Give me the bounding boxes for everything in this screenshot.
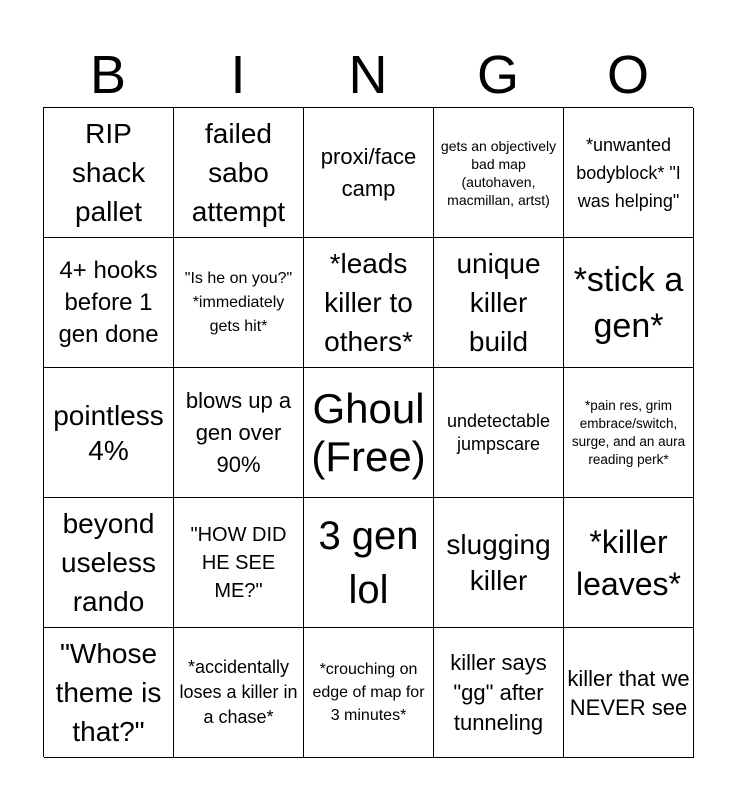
cell-text: Ghoul (Free): [311, 384, 426, 480]
cell-text: killer that we NEVER see: [567, 665, 690, 720]
bingo-cell[interactable]: [434, 238, 564, 368]
bingo-cell[interactable]: [44, 498, 174, 628]
bingo-cell[interactable]: [174, 628, 304, 758]
bingo-cell[interactable]: [304, 108, 434, 238]
cell-text: *killer leaves*: [576, 523, 681, 602]
bingo-cell[interactable]: [564, 498, 694, 628]
cell-text: 4+ hooks before 1 gen done: [58, 256, 159, 348]
cell-text: RIP shack pallet: [71, 118, 146, 227]
bingo-cell[interactable]: [44, 108, 174, 238]
bingo-cell[interactable]: [564, 108, 694, 238]
bingo-cell[interactable]: [564, 238, 694, 368]
bingo-cell[interactable]: [434, 108, 564, 238]
bingo-cell[interactable]: [174, 368, 304, 498]
bingo-cell[interactable]: [434, 628, 564, 758]
bingo-cell[interactable]: [174, 108, 304, 238]
cell-text: proxi/face camp: [320, 143, 417, 201]
cell-text: *accidentally loses a killer in a chase*: [179, 657, 298, 727]
cell-text: *stick a gen*: [573, 260, 684, 345]
header-letter-b: B: [89, 45, 127, 105]
cell-text: gets an objectively bad map (autohaven, macmillan, artst): [440, 137, 557, 208]
bingo-cell[interactable]: [44, 238, 174, 368]
bingo-cell[interactable]: [564, 368, 694, 498]
bingo-cell[interactable]: [434, 498, 564, 628]
bingo-cell[interactable]: [434, 368, 564, 498]
header-letter-o: O: [606, 45, 649, 105]
bingo-cell[interactable]: [304, 628, 434, 758]
cell-text: 3 gen lol: [318, 513, 419, 612]
bingo-cell[interactable]: [564, 628, 694, 758]
bingo-cell[interactable]: [304, 238, 434, 368]
header-letter-i: I: [230, 45, 246, 105]
cell-text: "Is he on you?" *immediately gets hit*: [184, 269, 293, 335]
cell-text: killer says "gg" after tunneling: [450, 649, 547, 735]
bingo-header: [43, 44, 693, 106]
cell-text: undetectable jumpscare: [446, 410, 551, 454]
cell-text: "Whose theme is that?": [55, 638, 162, 747]
cell-text: beyond useless rando: [61, 508, 156, 617]
cell-text: blows up a gen over 90%: [185, 387, 292, 477]
cell-text: *unwanted bodyblock* "I was helping": [576, 134, 681, 211]
cell-text: pointless 4%: [53, 399, 164, 466]
header-letter-g: G: [476, 45, 519, 105]
cell-text: *crouching on edge of map for 3 minutes*: [312, 661, 425, 724]
bingo-cell[interactable]: [44, 628, 174, 758]
bingo-cell[interactable]: [174, 238, 304, 368]
cell-text: failed sabo attempt: [191, 118, 286, 227]
cell-text: *leads killer to others*: [324, 248, 413, 357]
bingo-cell[interactable]: [304, 368, 434, 498]
cell-text: slugging killer: [446, 528, 551, 596]
bingo-cell[interactable]: [44, 368, 174, 498]
cell-text: *pain res, grim embrace/switch, surge, and an aura reading perk*: [571, 397, 686, 467]
header-letter-n: N: [348, 45, 388, 105]
cell-text: "HOW DID HE SEE ME?": [190, 523, 287, 602]
bingo-cell[interactable]: [174, 498, 304, 628]
cell-text: unique killer build: [456, 248, 541, 357]
bingo-grid: [43, 107, 693, 757]
bingo-cell[interactable]: [304, 498, 434, 628]
